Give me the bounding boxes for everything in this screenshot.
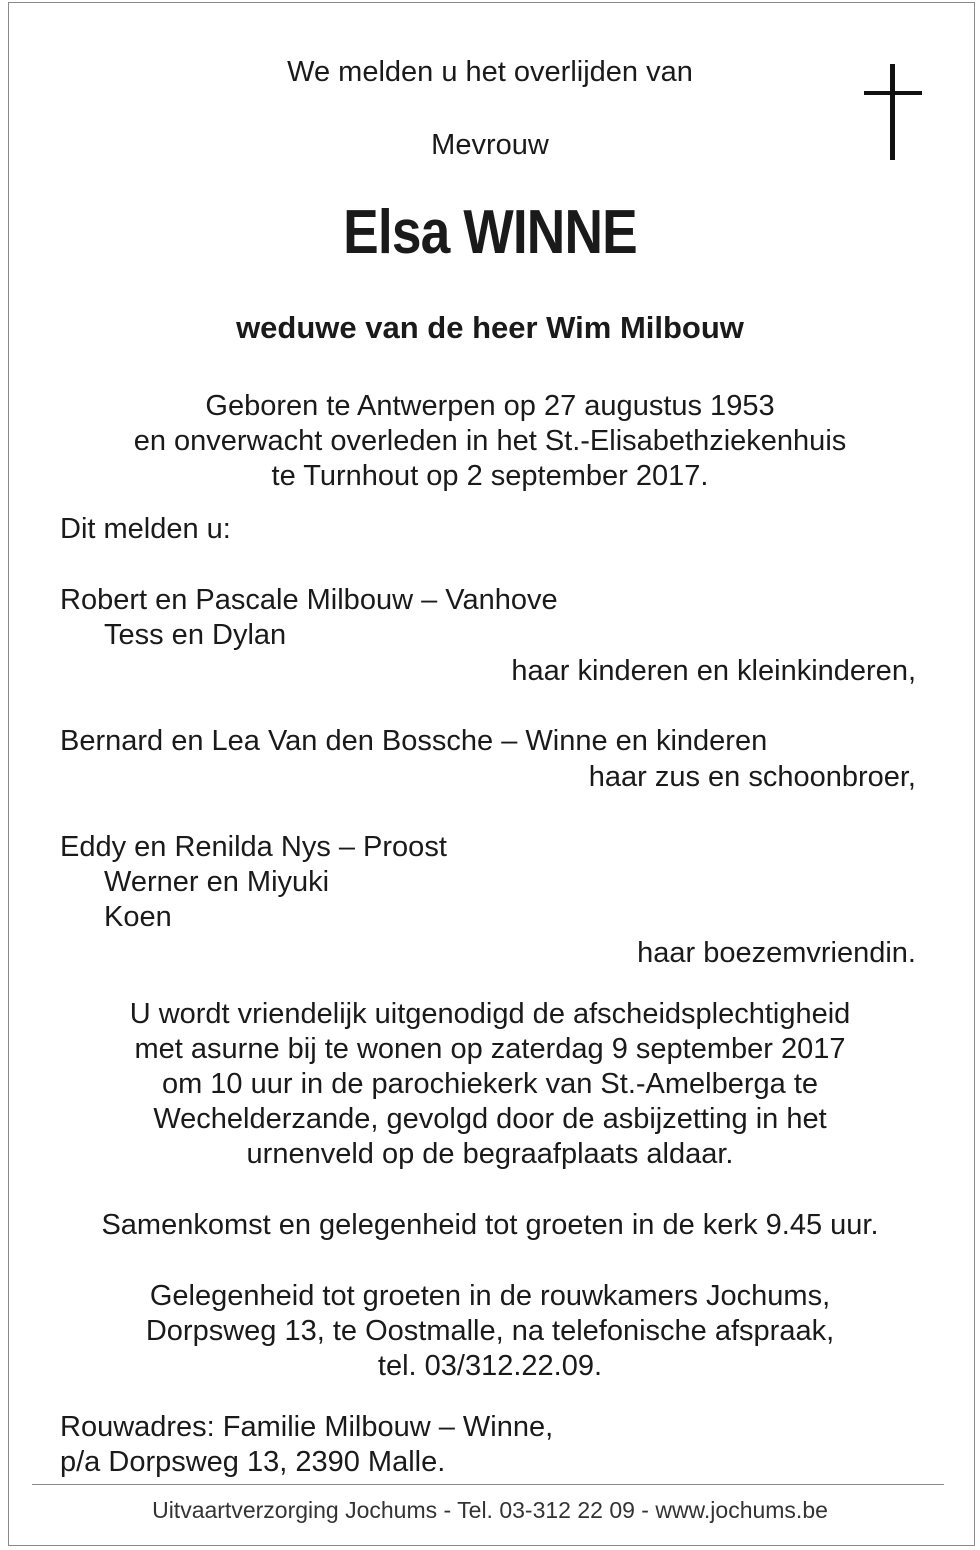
widow-of-text: weduwe van de heer Wim Milbouw [236, 310, 744, 345]
announce-label: Dit melden u: [60, 513, 231, 545]
intro-text: We melden u het overlijden van [287, 56, 693, 88]
ceremony-line: met asurne bij te wonen op zaterdag 9 september 2017 [134, 1033, 846, 1065]
family-relation: haar kinderen en kleinkinderen, [511, 655, 916, 687]
death-place-line: te Turnhout op 2 september 2017. [271, 460, 709, 492]
deceased-name: Elsa WINNE [343, 198, 637, 267]
mourning-address-line: p/a Dorpsweg 13, 2390 Malle. [60, 1446, 446, 1478]
honorific: Mevrouw [431, 129, 549, 161]
family-main: Robert en Pascale Milbouw – Vanhove [60, 584, 558, 616]
family-main: Bernard en Lea Van den Bossche – Winne en kinderen [60, 725, 768, 757]
gathering-text: Samenkomst en gelegenheid tot groeten in de kerk 9.45 uur. [101, 1209, 879, 1241]
birth-line: Geboren te Antwerpen op 27 augustus 1953 [205, 390, 775, 422]
mourning-address-line: Rouwadres: Familie Milbouw – Winne, [60, 1411, 554, 1443]
family-relation: haar zus en schoonbroer, [588, 761, 916, 793]
visitation-line: tel. 03/312.22.09. [377, 1350, 603, 1382]
ceremony-line: urnenveld op de begraafplaats aldaar. [246, 1138, 734, 1170]
family-sub: Tess en Dylan [104, 619, 287, 651]
family-main: Eddy en Renilda Nys – Proost [60, 831, 447, 863]
footer-divider [32, 1484, 944, 1485]
visitation-line: Dorpsweg 13, te Oostmalle, na telefonische afspraak, [145, 1315, 835, 1347]
visitation-line: Gelegenheid tot groeten in de rouwkamers Jochums, [149, 1280, 831, 1312]
ceremony-line: om 10 uur in de parochiekerk van St.-Amelberga te [161, 1068, 819, 1100]
family-sub: Koen [104, 901, 172, 933]
footer-text: Uitvaartverzorging Jochums - Tel. 03-312 22 09 - www.jochums.be [152, 1497, 828, 1523]
family-relation: haar boezemvriendin. [637, 937, 916, 969]
ceremony-line: U wordt vriendelijk uitgenodigd de afscheidsplechtigheid [129, 998, 851, 1030]
ceremony-line: Wechelderzande, gevolgd door de asbijzetting in het [153, 1103, 827, 1135]
death-line: en onverwacht overleden in het St.-Elisabethziekenhuis [133, 425, 847, 457]
family-sub: Werner en Miyuki [104, 866, 330, 898]
